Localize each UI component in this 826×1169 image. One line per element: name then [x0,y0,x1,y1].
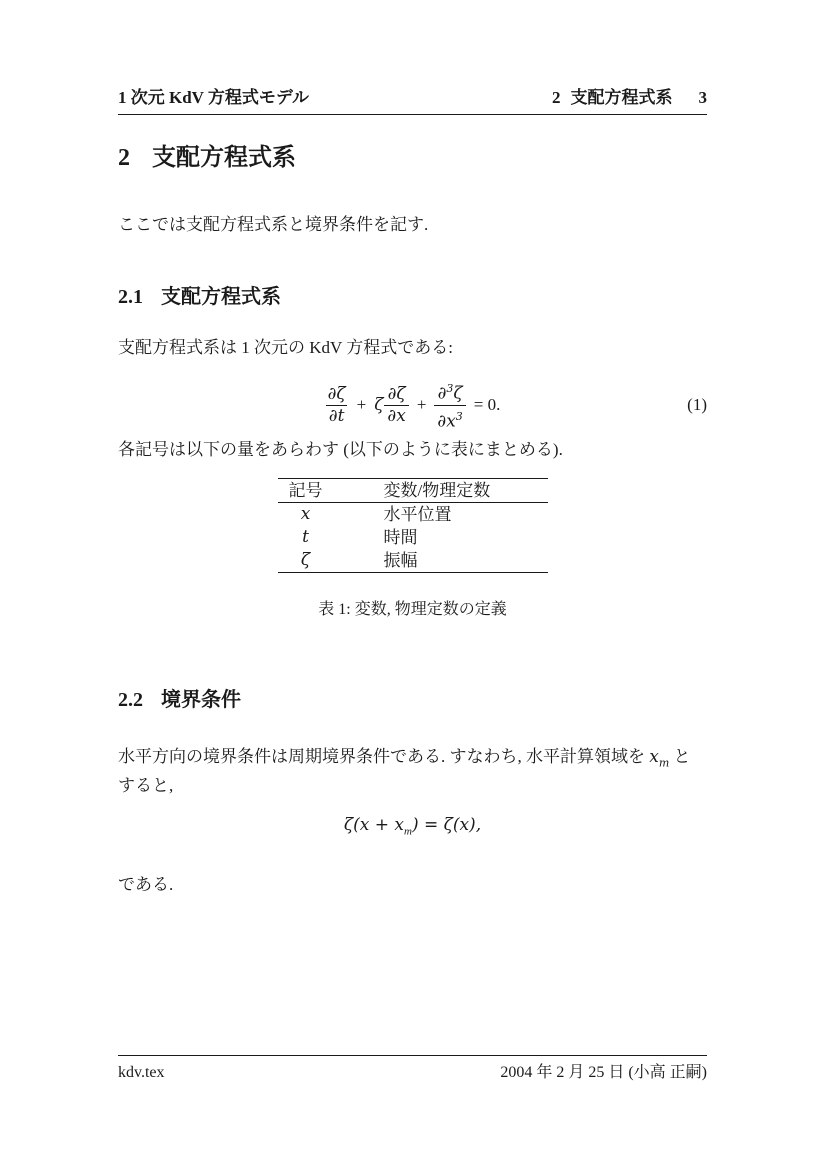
subsection-2-1-title: 支配方程式系 [161,286,281,308]
header-section-title: 支配方程式系 [570,88,673,107]
exponent-3: 3 [446,381,454,395]
equation-periodic-boundary [118,814,707,842]
frac1-numerator: ∂ζ [327,383,346,404]
subsection-2-1-number: 2.1 [118,286,143,308]
page-footer [118,1055,707,1083]
footer-filename: kdv.tex [118,1064,165,1081]
table-cell-symbol: ζ [300,550,311,570]
eq2-right: ) = ζ(x), [411,815,482,836]
subsection-2-2-heading [118,687,707,713]
frac-d3zeta-dx3 [434,378,465,432]
table-row [278,503,548,527]
frac3-numerator [435,378,466,405]
section-2-title: 支配方程式系 [152,144,296,171]
subsection-2-2-title: 境界条件 [161,689,241,711]
header-page-number: 3 [698,88,707,107]
partial-x: ∂x [437,411,456,432]
frac3-denominator [434,405,465,433]
section-2-heading [118,143,707,173]
x-variable: x [649,747,659,767]
header-section-ref [552,88,707,108]
closing-paragraph: である. [118,874,174,894]
intro-paragraph: ここでは支配方程式系と境界条件を記す. [118,215,429,234]
frac2-denominator: ∂x [384,405,408,427]
eq2-left: ζ(x + x [343,815,404,836]
frac-dzeta-dt [325,384,349,427]
header-section-number: 2 [552,88,561,107]
eq2-m-subscript: m [403,825,412,838]
frac2-numerator: ∂ζ [387,383,406,404]
table-cell-description: 水平位置 [383,505,452,524]
table-header-description: 変数/物理定数 [334,479,548,503]
partial-symbol: ∂ [437,383,447,404]
table-cell-description: 振幅 [383,551,418,570]
equation-number-1: (1) [687,395,707,414]
table-header-row [278,479,548,503]
subsection-2-1-heading [118,284,707,310]
boundary-text-2: とすると, [118,747,691,796]
equation-kdv-body [325,378,501,432]
table-cell-symbol: t [302,527,309,547]
table-row [278,549,548,573]
plus-operator: + [416,395,427,414]
frac1-denominator: ∂t [326,405,348,427]
exponent-3: 3 [455,409,463,423]
equals-zero: = 0. [473,395,501,414]
header-chapter-title: 1 次元 KdV 方程式モデル [118,88,310,107]
page-header [118,88,707,115]
paragraph-after-eq1: 各記号は以下の量をあらわす (以下のように表にまとめる). [118,440,563,459]
footer-date: 2004 年 2 月 25 日 (小高 正嗣) [500,1064,707,1081]
subsection-2-2-number: 2.2 [118,689,143,711]
table-cell-description: 時間 [383,528,418,547]
zeta-symbol: ζ [453,383,463,404]
symbol-table [278,478,548,573]
table-caption: 表 1: 変数, 物理定数の定義 [318,601,507,618]
table-row [278,526,548,549]
m-subscript: m [658,756,670,770]
table-cell-symbol: x [300,504,311,524]
boundary-text-1: 水平方向の境界条件は周期境界条件である. すなわち, 水平計算領域を [118,747,650,766]
inline-math-xm [649,747,670,770]
kdv-lead-paragraph: 支配方程式系は 1 次元の KdV 方程式である: [118,338,453,357]
plus-operator: + [356,395,367,414]
equation-kdv [118,376,707,434]
section-2-number: 2 [118,145,130,171]
zeta-coefficient: ζ [374,395,384,415]
frac-dzeta-dx [384,384,408,427]
boundary-paragraph [118,745,707,797]
table-header-symbol: 記号 [278,479,334,503]
